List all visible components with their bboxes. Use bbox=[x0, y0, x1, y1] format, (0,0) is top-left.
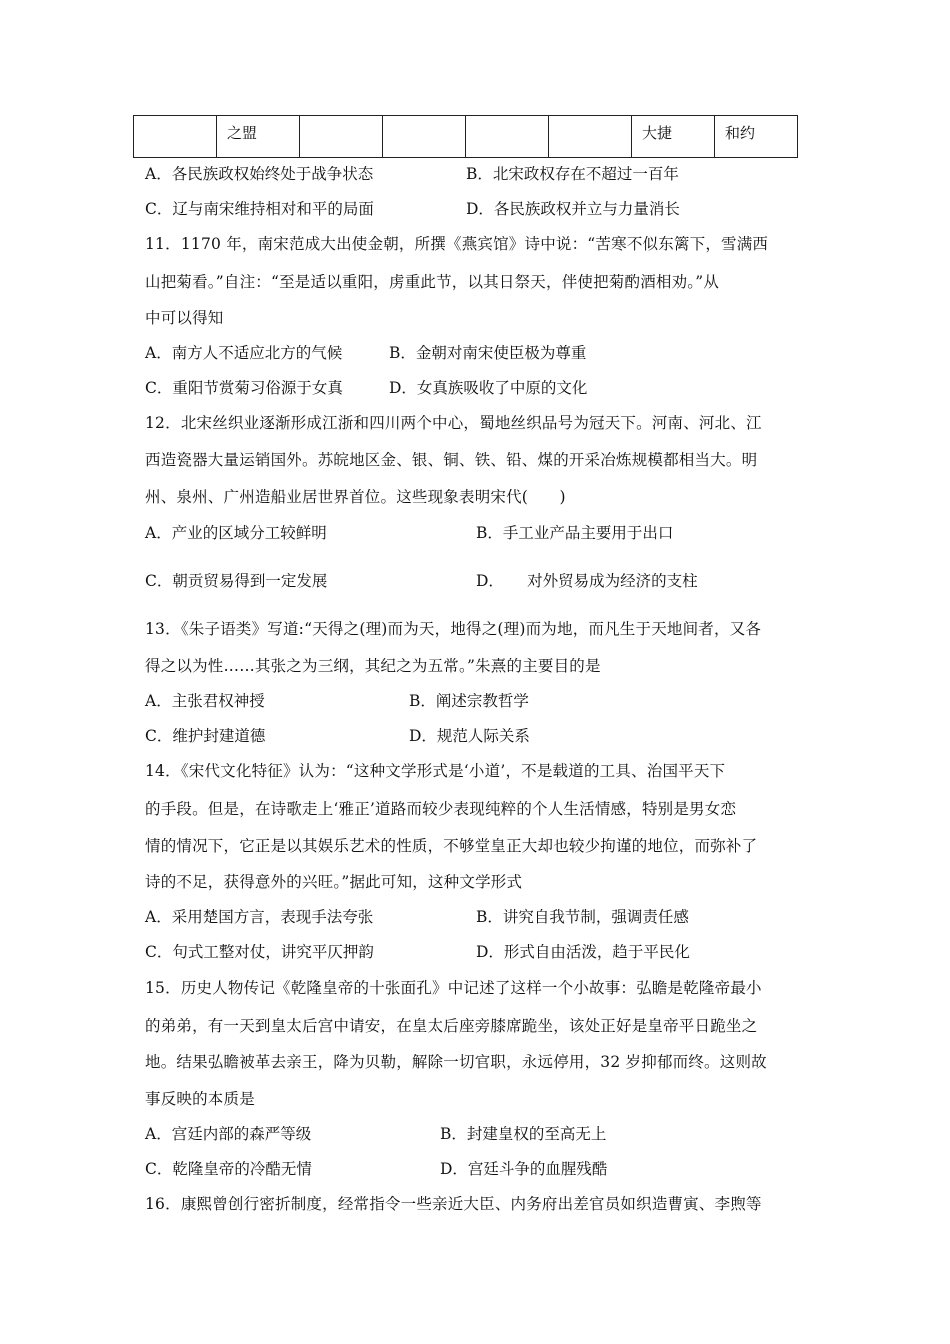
table-cell: 之盟 bbox=[217, 116, 300, 158]
q15-stem-line: 的弟弟，有一天到皇太后宫中请安，在皇太后座旁膝席跪坐，该处正好是皇帝平日跪坐之 bbox=[145, 1017, 758, 1035]
table-row bbox=[134, 116, 798, 158]
q14-option-a[interactable]: A．采用楚国方言，表现手法夸张 bbox=[145, 908, 374, 926]
q11-stem-line: 山把菊看。”自注：“至是适以重阳，虏重此节，以其日祭天，伴使把菊酌酒相劝。”从 bbox=[145, 273, 720, 291]
events-table bbox=[133, 115, 798, 158]
q15-option-a[interactable]: A．宫廷内部的森严等级 bbox=[145, 1125, 312, 1143]
q10-option-b[interactable]: B．北宋政权存在不超过一百年 bbox=[466, 165, 679, 183]
q14-stem-line: 14．《宋代文化特征》认为：“这种文学形式是‘小道’，不是载道的工具、治国平天下 bbox=[145, 762, 726, 780]
q10-option-c[interactable]: C．辽与南宋维持相对和平的局面 bbox=[145, 200, 374, 218]
q12-option-b[interactable]: B．手工业产品主要用于出口 bbox=[476, 524, 674, 542]
q14-stem-line: 情的情况下，它正是以其娱乐艺术的性质，不够堂皇正大却也较少拘谨的地位，而弥补了 bbox=[145, 837, 758, 855]
table-cell bbox=[549, 116, 632, 158]
q15-option-d[interactable]: D．宫廷斗争的血腥残酷 bbox=[440, 1160, 608, 1178]
q11-option-d[interactable]: D．女真族吸收了中原的文化 bbox=[389, 379, 588, 397]
q15-stem-line: 事反映的本质是 bbox=[145, 1090, 255, 1108]
q16-stem-line: 16．康熙曾创行密折制度，经常指令一些亲近大臣、内务府出差官员如织造曹寅、李煦等 bbox=[145, 1195, 762, 1213]
q12-stem-line: 州、泉州、广州造船业居世界首位。这些现象表明宋代( ) bbox=[145, 488, 566, 506]
table-cell bbox=[134, 116, 217, 158]
q11-option-a[interactable]: A．南方人不适应北方的气候 bbox=[145, 344, 343, 362]
table-cell bbox=[300, 116, 383, 158]
table-cell bbox=[466, 116, 549, 158]
q10-option-a[interactable]: A．各民族政权始终处于战争状态 bbox=[145, 165, 374, 183]
q14-option-b[interactable]: B．讲究自我节制，强调责任感 bbox=[476, 908, 689, 926]
q14-option-c[interactable]: C．句式工整对仗，讲究平仄押韵 bbox=[145, 943, 374, 961]
q13-stem-line: 13．《朱子语类》写道:“天得之(理)而为天，地得之(理)而为地，而凡生于天地间者，又各 bbox=[145, 620, 762, 638]
q14-stem-line: 诗的不足，获得意外的兴旺。”据此可知，这种文学形式 bbox=[145, 873, 523, 891]
q10-option-d[interactable]: D．各民族政权并立与力量消长 bbox=[466, 200, 680, 218]
table-cell: 大捷 bbox=[632, 116, 715, 158]
q11-stem-line: 11．1170 年，南宋范成大出使金朝，所撰《燕宾馆》诗中说：“苦寒不似东篱下，雪满西 bbox=[145, 235, 769, 253]
table-cell bbox=[383, 116, 466, 158]
q12-stem-line: 西造瓷器大量运销国外。苏皖地区金、银、铜、铁、铅、煤的开采冶炼规模都相当大。明 bbox=[145, 451, 758, 469]
q12-stem-line: 12．北宋丝织业逐渐形成江浙和四川两个中心，蜀地丝织品号为冠天下。河南、河北、江 bbox=[145, 414, 762, 432]
q11-option-c[interactable]: C．重阳节赏菊习俗源于女真 bbox=[145, 379, 343, 397]
q11-stem-line: 中可以得知 bbox=[145, 309, 224, 327]
q13-option-c[interactable]: C．维护封建道德 bbox=[145, 727, 266, 745]
q15-stem-line: 地。结果弘瞻被革去亲王，降为贝勒，解除一切官职，永远停用，32 岁抑郁而终。这则故 bbox=[145, 1053, 767, 1071]
q12-option-c[interactable]: C．朝贡贸易得到一定发展 bbox=[145, 572, 328, 590]
q15-option-b[interactable]: B．封建皇权的至高无上 bbox=[440, 1125, 607, 1143]
q12-option-a[interactable]: A．产业的区域分工较鲜明 bbox=[145, 524, 327, 542]
q15-stem-line: 15．历史人物传记《乾隆皇帝的十张面孔》中记述了这样一个小故事：弘瞻是乾隆帝最小 bbox=[145, 979, 762, 997]
q15-option-c[interactable]: C．乾隆皇帝的冷酷无情 bbox=[145, 1160, 312, 1178]
q14-stem-line: 的手段。但是，在诗歌走上‘雅正’道路而较少表现纯粹的个人生活情感，特别是男女恋 bbox=[145, 800, 737, 818]
q14-option-d[interactable]: D．形式自由活泼，趋于平民化 bbox=[476, 943, 690, 961]
table-cell: 和约 bbox=[715, 116, 798, 158]
q13-option-b[interactable]: B．阐述宗教哲学 bbox=[409, 692, 529, 710]
q13-option-d[interactable]: D．规范人际关系 bbox=[409, 727, 530, 745]
q11-option-b[interactable]: B．金朝对南宋使臣极为尊重 bbox=[389, 344, 587, 362]
q13-option-a[interactable]: A．主张君权神授 bbox=[145, 692, 265, 710]
q12-option-d[interactable]: D． 对外贸易成为经济的支柱 bbox=[476, 572, 698, 590]
q13-stem-line: 得之以为性……其张之为三纲，其纪之为五常。”朱熹的主要目的是 bbox=[145, 657, 601, 675]
